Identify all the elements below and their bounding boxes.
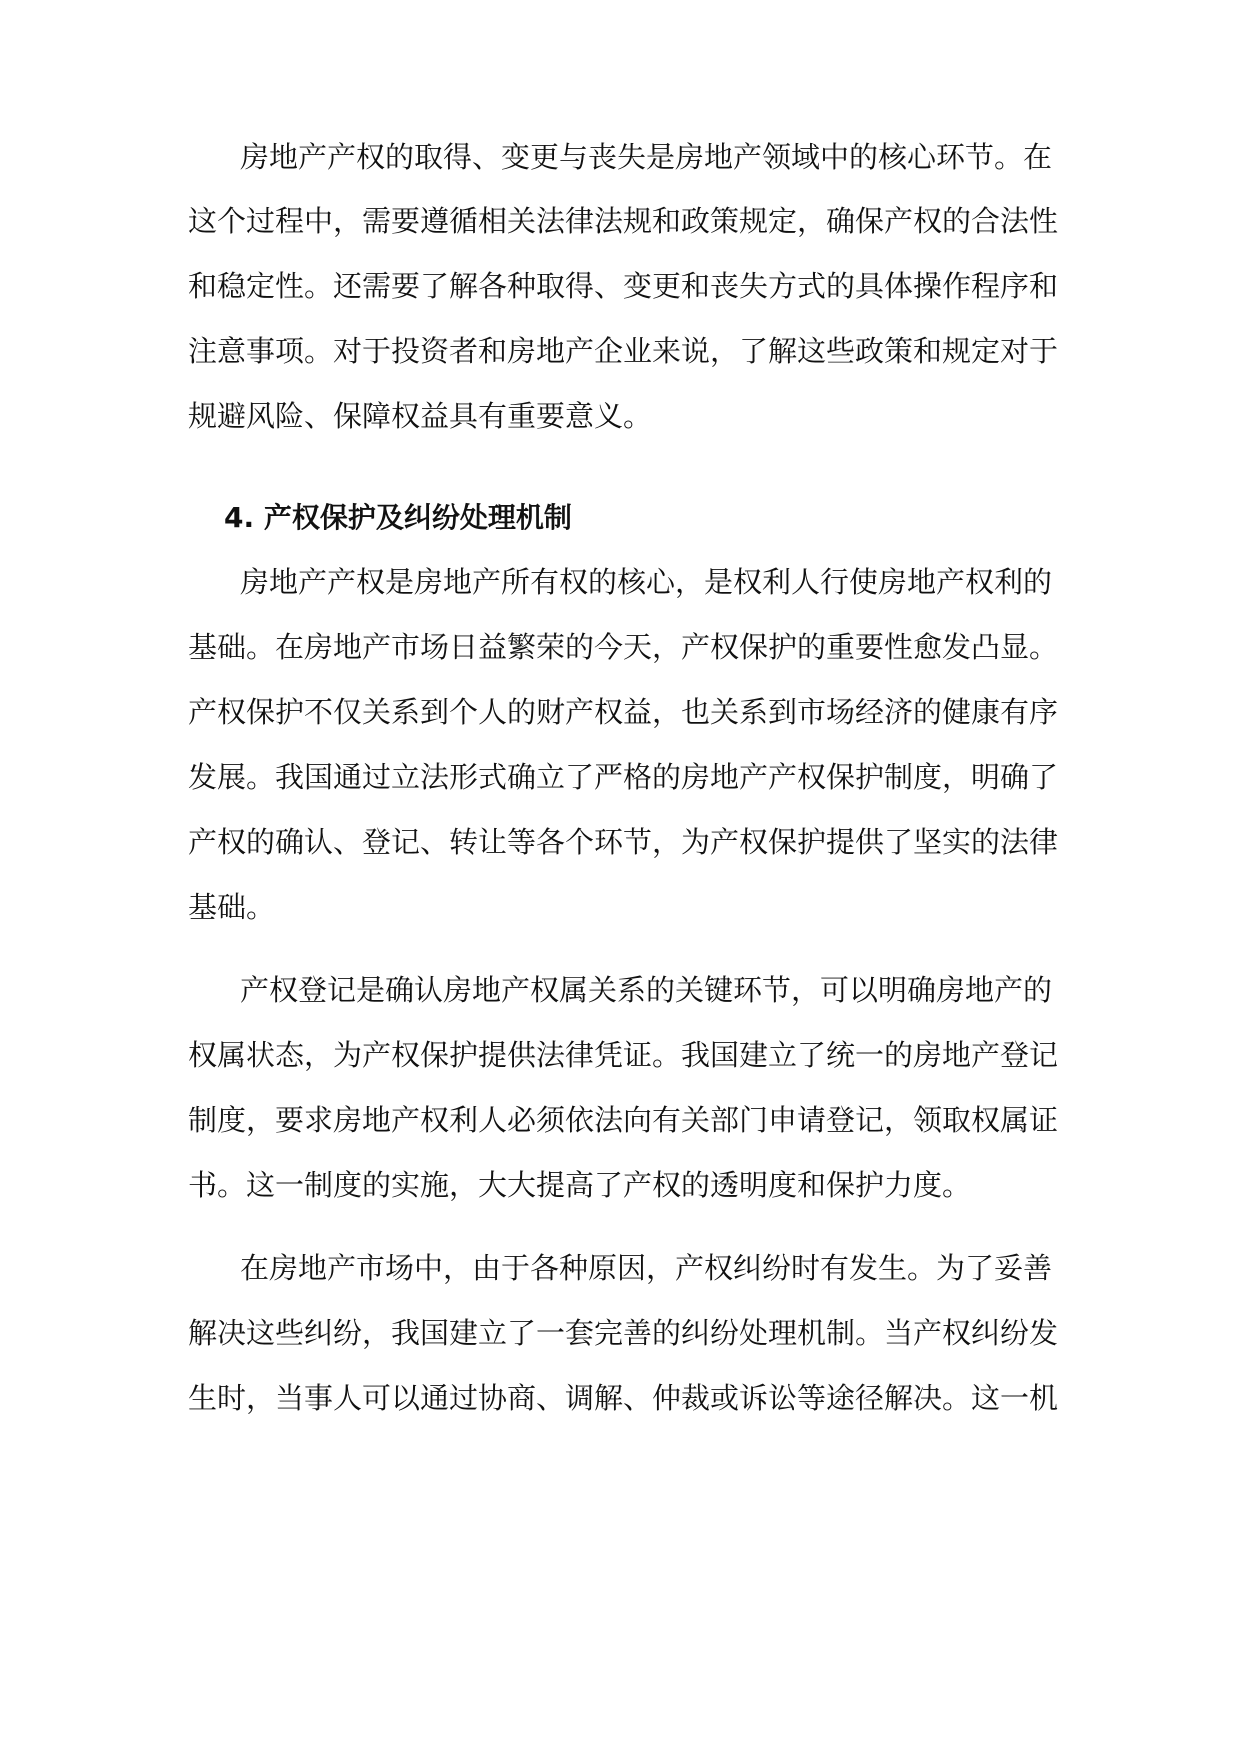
paragraph-2-line-3: 产权保护不仅关系到个人的财产权益，也关系到市场经济的健康有序 (188, 695, 1059, 729)
paragraph-1-line-3: 和稳定性。还需要了解各种取得、变更和丧失方式的具体操作程序和 (188, 269, 1059, 303)
paragraph-2-line-5: 产权的确认、登记、转让等各个环节，为产权保护提供了坚实的法律 (188, 825, 1059, 859)
paragraph-1-line-2: 这个过程中，需要遵循相关法律法规和政策规定，确保产权的合法性 (188, 204, 1059, 238)
paragraph-1-line-4: 注意事项。对于投资者和房地产企业来说，了解这些政策和规定对于 (188, 334, 1059, 368)
paragraph-2-line-2: 基础。在房地产市场日益繁荣的今天，产权保护的重要性愈发凸显。 (188, 630, 1059, 664)
section-heading: 4. 产权保护及纠纷处理机制 (224, 501, 572, 534)
paragraph-3-line-4: 书。这一制度的实施，大大提高了产权的透明度和保护力度。 (188, 1168, 972, 1202)
paragraph-2-line-6: 基础。 (188, 890, 276, 924)
paragraph-2-line-1: 房地产产权是房地产所有权的核心，是权利人行使房地产权利的 (240, 565, 1053, 599)
paragraph-1-line-1: 房地产产权的取得、变更与丧失是房地产领域中的核心环节。在 (240, 140, 1053, 174)
paragraph-4-line-2: 解决这些纠纷，我国建立了一套完善的纠纷处理机制。当产权纠纷发 (188, 1316, 1059, 1350)
paragraph-4-line-1: 在房地产市场中，由于各种原因，产权纠纷时有发生。为了妥善 (240, 1251, 1053, 1285)
paragraph-3-line-3: 制度，要求房地产权利人必须依法向有关部门申请登记，领取权属证 (188, 1103, 1059, 1137)
paragraph-3-line-1: 产权登记是确认房地产权属关系的关键环节，可以明确房地产的 (240, 973, 1053, 1007)
paragraph-4-line-3: 生时，当事人可以通过协商、调解、仲裁或诉讼等途径解决。这一机 (188, 1381, 1059, 1415)
paragraph-1-line-5: 规避风险、保障权益具有重要意义。 (188, 399, 653, 433)
paragraph-2-line-4: 发展。我国通过立法形式确立了严格的房地产产权保护制度，明确了 (188, 760, 1059, 794)
paragraph-3-line-2: 权属状态，为产权保护提供法律凭证。我国建立了统一的房地产登记 (188, 1038, 1059, 1072)
